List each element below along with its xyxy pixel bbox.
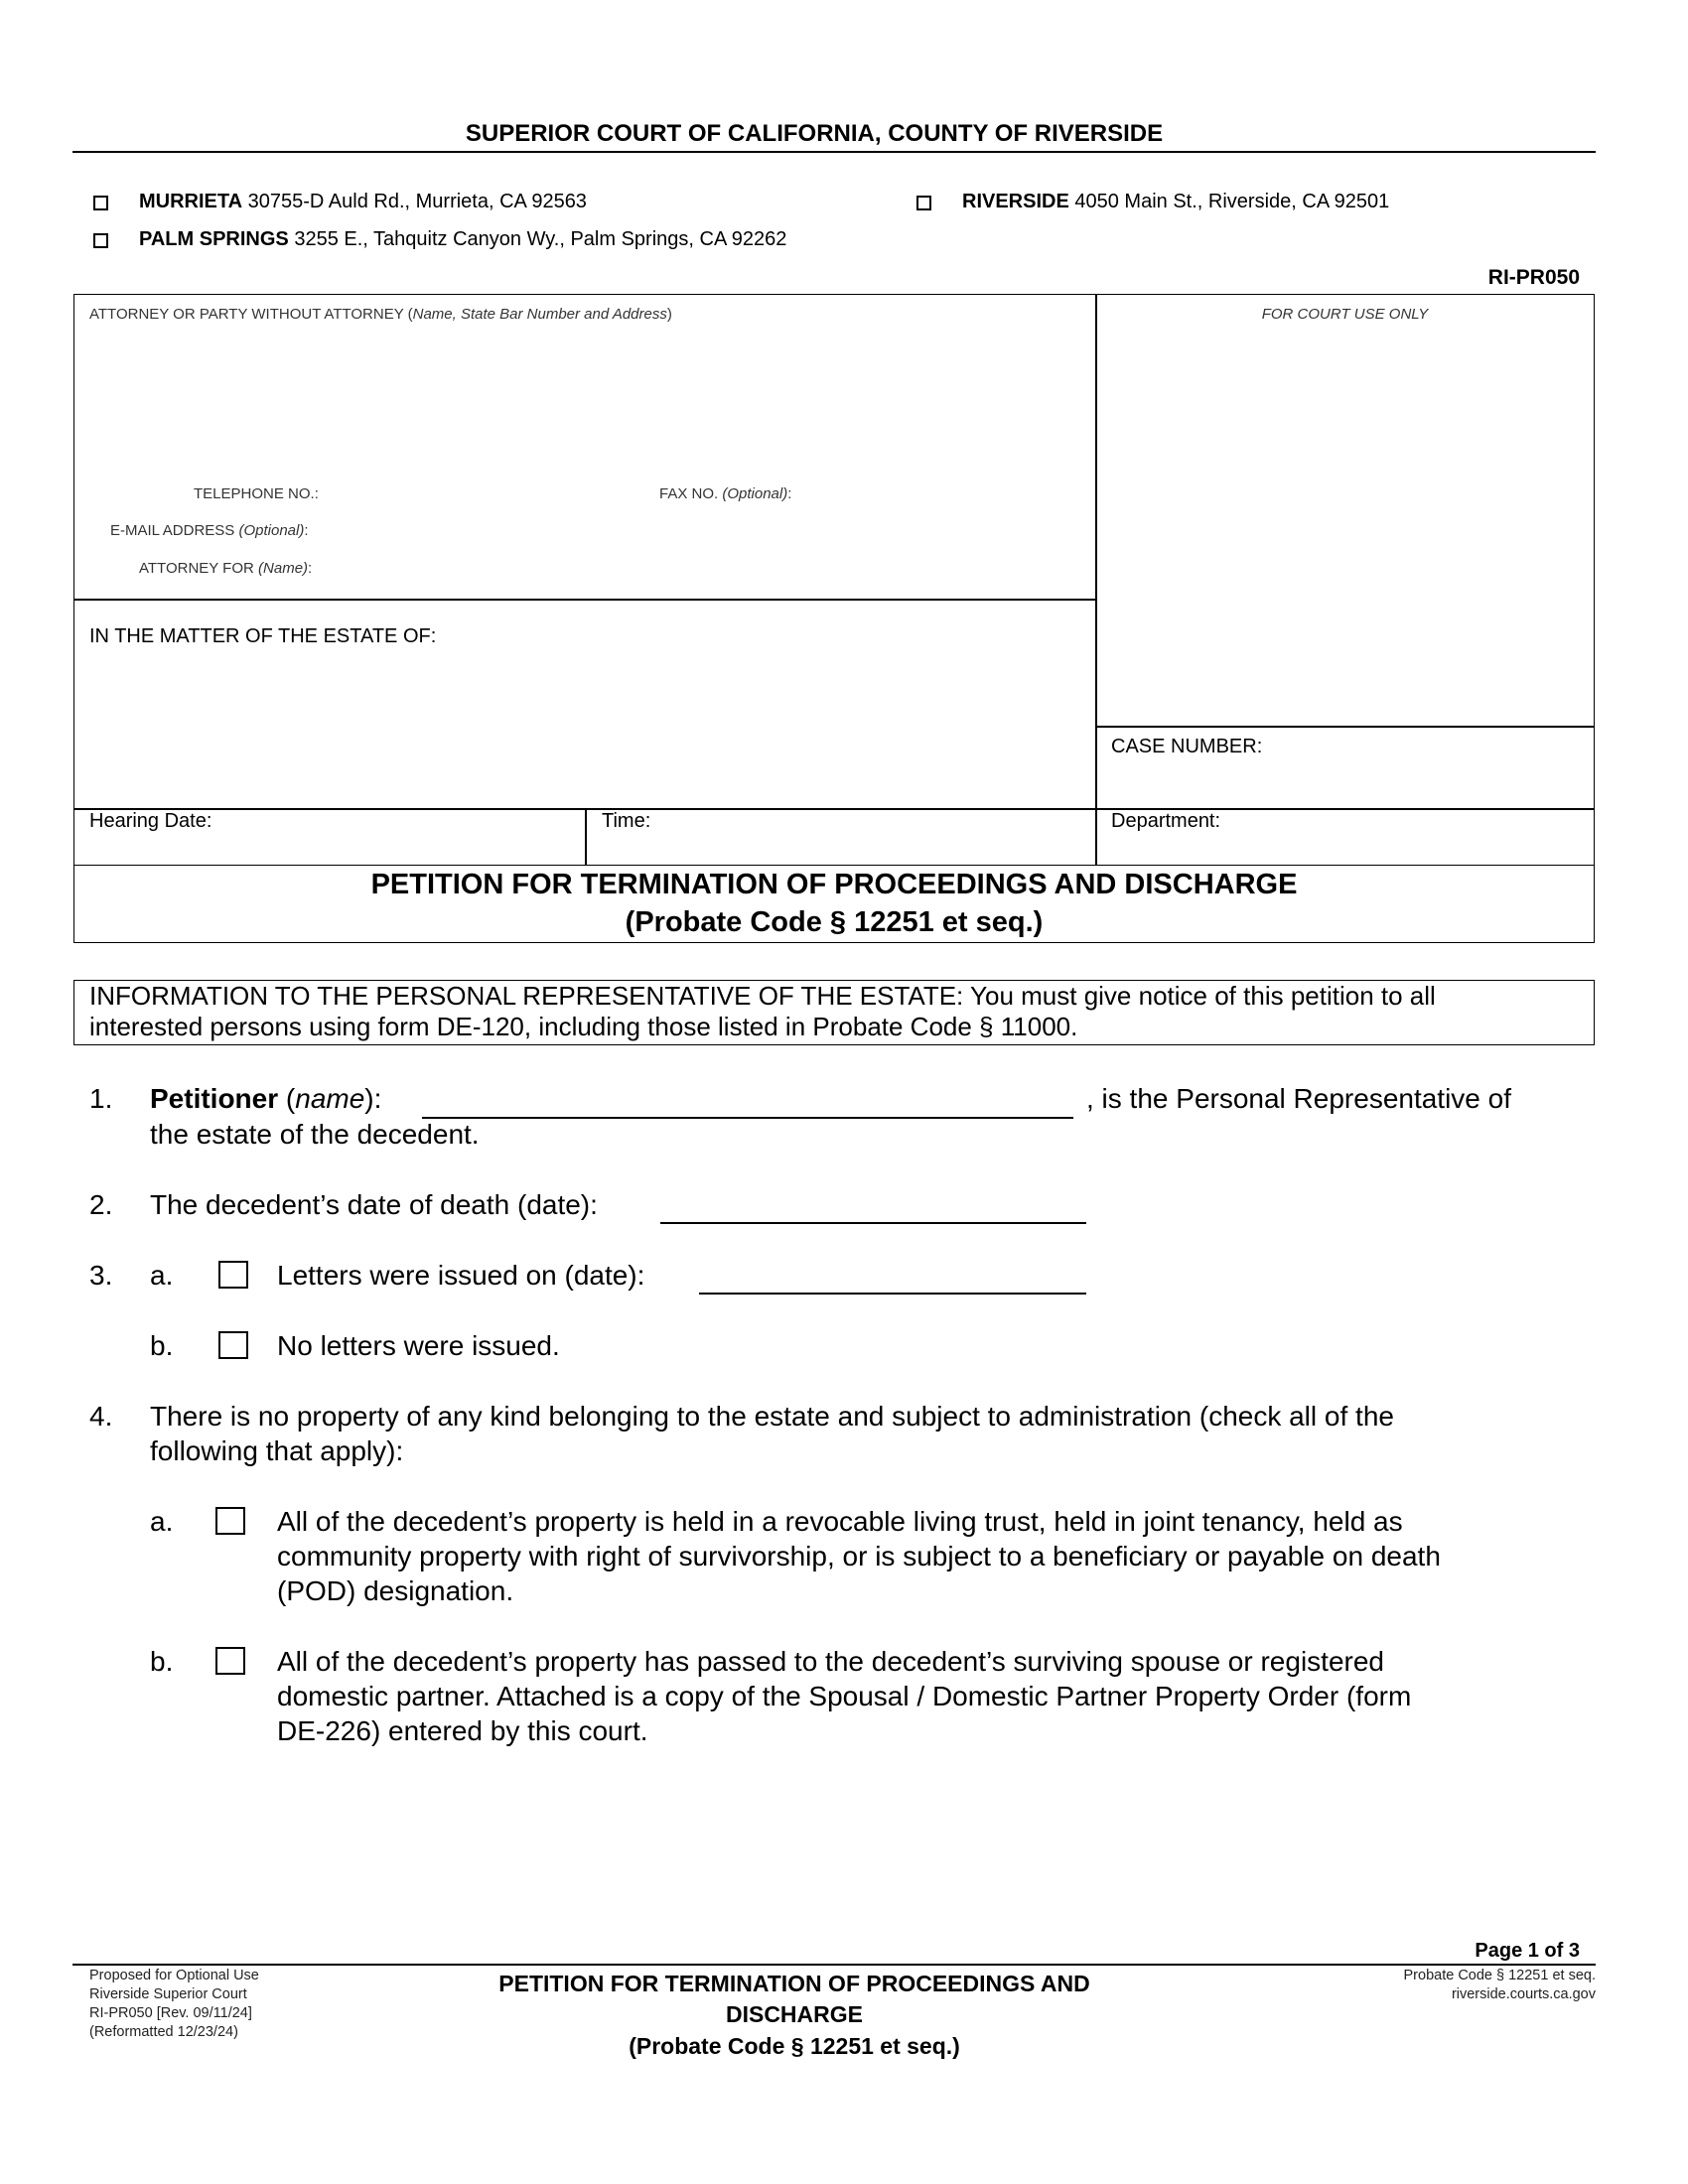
fax-label: FAX NO. (Optional): [659,485,792,502]
item-3a-letter: a. [150,1260,174,1291]
page-number: Page 1 of 3 [1475,1940,1580,1962]
letters-issued-date-field[interactable] [699,1262,1086,1295]
item-4-number: 4. [89,1401,113,1432]
item-4a-line-3: (POD) designation. [277,1575,514,1606]
footer-left-4: (Reformatted 12/23/24) [89,2024,238,2040]
hearing-date-label: Hearing Date: [89,810,212,832]
item-1-label: Petitioner (name): [150,1083,382,1114]
footer-left-2: Riverside Superior Court [89,1986,247,2002]
court-title: SUPERIOR COURT OF CALIFORNIA, COUNTY OF RIVERSIDE [465,120,1164,147]
email-label: E-MAIL ADDRESS (Optional): [110,522,309,539]
info-line-1: INFORMATION TO THE PERSONAL REPRESENTATIVE OF THE ESTATE: You must give notice of this petition to all [89,981,1436,1011]
item-2-number: 2. [89,1189,113,1220]
footer-left-1: Proposed for Optional Use [89,1968,259,1983]
item-4-line-1: There is no property of any kind belonging to the estate and subject to administration (check all of the [150,1401,1394,1432]
murrieta-checkbox[interactable] [93,196,108,210]
telephone-label: TELEPHONE NO.: [194,485,319,502]
item-4b-letter: b. [150,1646,174,1677]
palm-springs-location: PALM SPRINGS 3255 E., Tahquitz Canyon Wy., Palm Springs, CA 92262 [139,228,787,250]
attorney-label: ATTORNEY OR PARTY WITHOUT ATTORNEY (Name, State Bar Number and Address) [89,306,672,323]
footer-title-2: DISCHARGE [725,2001,863,2027]
item-4a-line-1: All of the decedent’s property is held in a revocable living trust, held in joint tenancy, held as [277,1506,1403,1537]
item-4a-letter: a. [150,1506,174,1537]
form-number: RI-PR050 [1487,266,1580,289]
item-3-number: 3. [89,1260,113,1291]
time-label: Time: [602,810,651,832]
hearing-time-divider [585,808,587,866]
item-3b-text: No letters were issued. [277,1330,560,1361]
department-label: Department: [1111,810,1221,832]
palm-springs-checkbox[interactable] [93,233,108,248]
footer-website[interactable]: riverside.courts.ca.gov [1451,1986,1596,2002]
attorney-bottom-rule [73,599,1096,601]
letters-issued-checkbox[interactable] [218,1261,248,1289]
trust-joint-tenancy-checkbox[interactable] [215,1507,245,1535]
item-4a-line-2: community property with right of survivorship, or is subject to a beneficiary or payable on death [277,1541,1441,1571]
petitioner-name-field[interactable] [422,1086,1073,1119]
item-1-line-2: the estate of the decedent. [150,1119,480,1150]
item-4b-line-1: All of the decedent’s property has passed to the decedent’s surviving spouse or registered [277,1646,1384,1677]
no-letters-checkbox[interactable] [218,1331,248,1359]
item-4b-line-2: domestic partner. Attached is a copy of the Spousal / Domestic Partner Property Order (form [277,1681,1412,1711]
item-1-number: 1. [89,1083,113,1114]
estate-of-label: IN THE MATTER OF THE ESTATE OF: [89,625,437,647]
passed-to-spouse-checkbox[interactable] [215,1647,245,1675]
footer-title-3: (Probate Code § 12251 et seq.) [629,2033,960,2059]
petition-subtitle: (Probate Code § 12251 et seq.) [625,906,1044,938]
info-line-2: interested persons using form DE-120, including those listed in Probate Code § 11000. [89,1012,1078,1041]
item-2-text: The decedent’s date of death (date): [150,1189,598,1220]
attorney-for-label: ATTORNEY FOR (Name): [139,560,313,577]
item-4-line-2: following that apply): [150,1435,404,1466]
item-4b-line-3: DE-226) entered by this court. [277,1715,648,1746]
footer-right-1: Probate Code § 12251 et seq. [1403,1968,1596,1983]
hearing-row-top-rule [73,808,1595,810]
caption-outer-box [73,294,1595,866]
header-rule [72,151,1596,153]
court-use-label: FOR COURT USE ONLY [1261,306,1429,323]
item-3b-letter: b. [150,1330,174,1361]
petition-title: PETITION FOR TERMINATION OF PROCEEDINGS AND DISCHARGE [370,869,1298,900]
footer-rule [72,1964,1596,1966]
caption-vertical-divider [1095,294,1097,866]
date-of-death-field[interactable] [660,1191,1086,1224]
riverside-location: RIVERSIDE 4050 Main St., Riverside, CA 92501 [962,191,1390,212]
footer-title-1: PETITION FOR TERMINATION OF PROCEEDINGS AND [498,1971,1090,1996]
case-number-top-rule [1095,726,1595,728]
murrieta-location: MURRIETA 30755-D Auld Rd., Murrieta, CA 92563 [139,191,587,212]
riverside-checkbox[interactable] [916,196,931,210]
footer-left-3: RI-PR050 [Rev. 09/11/24] [89,2005,252,2021]
item-1-after: , is the Personal Representative of [1086,1083,1512,1114]
item-3a-text: Letters were issued on (date): [277,1260,645,1291]
case-number-label: CASE NUMBER: [1111,736,1263,757]
